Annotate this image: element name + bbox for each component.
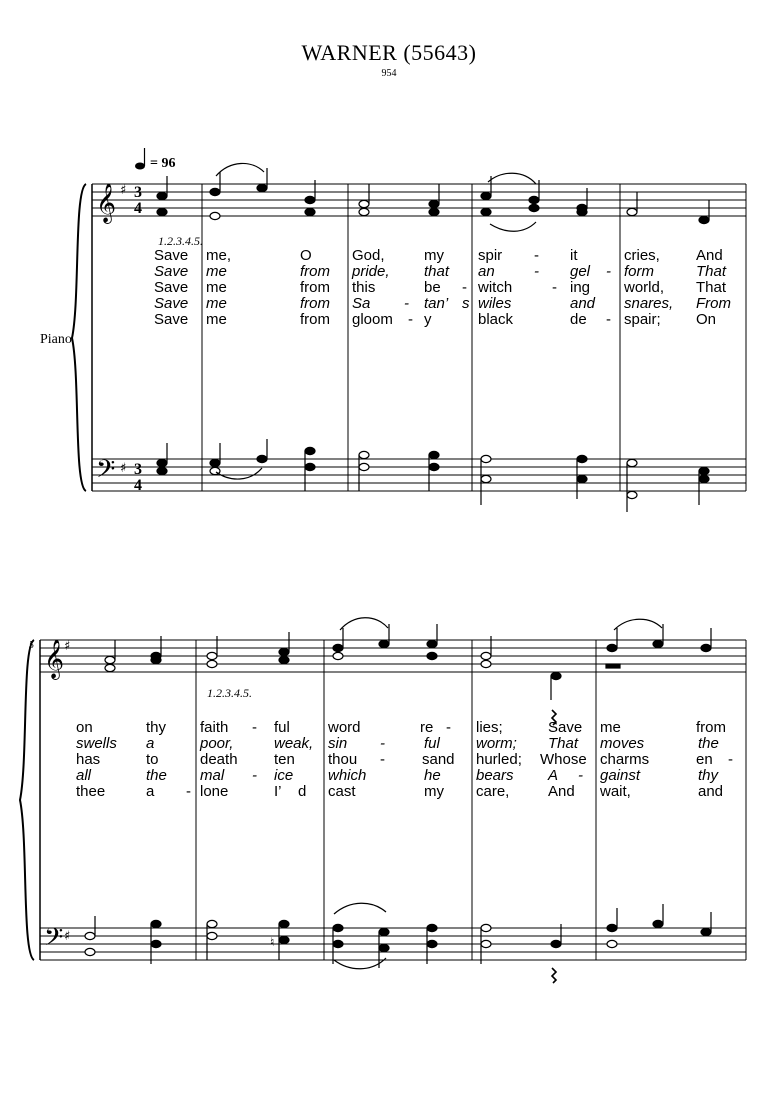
measure-number: 5 <box>29 640 34 651</box>
lyric-word: all <box>76 767 92 784</box>
svg-text:♮: ♮ <box>270 935 275 949</box>
lyric-word: care, <box>476 783 510 800</box>
time-top: 3 <box>134 184 142 201</box>
lyric-word: A <box>548 767 559 784</box>
lyric-word: on <box>76 719 93 736</box>
lyric-word: poor, <box>200 735 234 752</box>
svg-text:♯: ♯ <box>120 461 127 476</box>
lyric-word: snares, <box>624 295 674 312</box>
lyric-word: from <box>300 295 330 312</box>
lyric-word: faith <box>200 719 229 736</box>
staff-bass-1 <box>92 459 746 491</box>
lyric-word: - <box>606 263 611 280</box>
lyric-word: an <box>478 263 495 280</box>
lyric-word: charms <box>600 751 650 768</box>
lyric-word: lone <box>200 783 229 800</box>
lyric-word: death <box>200 751 238 768</box>
lyric-word: - <box>380 735 385 752</box>
lyric-word: - <box>408 311 413 328</box>
lyric-word: - <box>462 279 467 296</box>
lyric-word: thy <box>698 767 719 784</box>
lyric-word: That <box>548 735 579 752</box>
lyric-word: form <box>624 263 654 280</box>
lyric-word: has <box>76 751 101 768</box>
lyric-word: Save <box>154 311 189 328</box>
lyric-word: me <box>600 719 621 736</box>
lyric-word: s <box>462 295 470 312</box>
lyric-word: pride, <box>352 263 390 280</box>
lyric-word: worm; <box>476 735 517 752</box>
lyric-word: cast <box>328 783 356 800</box>
lyric-word: he <box>424 767 441 784</box>
lyric-word: black <box>478 311 514 328</box>
svg-text:♯: ♯ <box>64 929 71 944</box>
lyric-word: - <box>252 767 257 784</box>
lyric-word: from <box>300 263 330 280</box>
lyric-word: re <box>420 719 434 736</box>
lyric-word: ten <box>274 751 295 768</box>
lyric-word: That <box>696 263 727 280</box>
lyric-word: - <box>534 263 539 280</box>
lyric-word: it <box>570 247 578 264</box>
lyric-word: - <box>252 719 257 736</box>
lyric-word: the <box>698 735 719 752</box>
lyric-word: Save <box>154 295 189 312</box>
lyric-word: world, <box>624 279 665 296</box>
lyric-word: O <box>300 247 312 264</box>
lyric-word: - <box>728 751 733 768</box>
lyric-word: the <box>146 767 167 784</box>
lyric-word: me <box>206 295 227 312</box>
tempo-marking: = 96 <box>150 156 176 171</box>
time-bottom: 4 <box>134 200 142 217</box>
lyric-word: a <box>146 735 155 752</box>
lyric-word: de <box>570 311 587 328</box>
lyric-word: thy <box>146 719 167 736</box>
lyric-word: a <box>146 783 155 800</box>
staff-bass-2 <box>40 928 746 960</box>
lyric-word: which <box>328 767 367 784</box>
lyric-word: spair; <box>624 311 661 328</box>
lyric-word: bears <box>476 767 514 784</box>
lyric-word: thou <box>328 751 358 768</box>
lyric-word: Save <box>548 719 583 736</box>
lyric-word: d <box>298 783 307 800</box>
lyric-word: lies; <box>476 719 503 736</box>
staff-treble-1 <box>92 184 746 216</box>
volta-label-2: 1.2.3.4.5. <box>207 686 252 700</box>
lyric-word: wait, <box>600 783 631 800</box>
lyric-word: sand <box>422 751 455 768</box>
lyric-word: I’ <box>274 783 282 800</box>
lyric-word: Save <box>154 263 189 280</box>
lyric-word: That <box>696 279 727 296</box>
lyric-word: From <box>696 295 731 312</box>
lyric-word: this <box>352 279 376 296</box>
lyric-word: - <box>606 311 611 328</box>
lyric-word: - <box>380 751 385 768</box>
lyric-word: swells <box>76 735 117 752</box>
lyric-word: And <box>696 247 723 264</box>
lyric-word: that <box>424 263 450 280</box>
lyric-word: and <box>698 783 724 800</box>
lyric-word: ice <box>274 767 294 784</box>
lyric-word: thee <box>76 783 106 800</box>
lyric-word: hurled; <box>476 751 522 768</box>
lyric-word: On <box>696 311 717 328</box>
lyric-word: - <box>186 783 191 800</box>
lyric-word: weak, <box>274 735 314 752</box>
time-top-bass: 3 <box>134 461 142 478</box>
lyric-word: - <box>578 767 583 784</box>
lyric-word: from <box>300 279 330 296</box>
lyric-word: me <box>206 279 227 296</box>
lyric-word: spir <box>478 247 503 264</box>
lyric-word: And <box>548 783 575 800</box>
lyric-word: moves <box>600 735 645 752</box>
lyric-word: - <box>446 719 451 736</box>
lyric-word: God, <box>352 247 385 264</box>
lyric-word: Sa <box>352 295 371 312</box>
svg-text:𝄢: 𝄢 <box>44 923 64 958</box>
lyric-word: from <box>696 719 726 736</box>
lyric-word: - <box>552 279 557 296</box>
instrument-label: Piano <box>40 332 72 347</box>
lyric-word: cries, <box>624 247 660 264</box>
lyric-word: en <box>696 751 713 768</box>
lyric-word: me, <box>206 247 232 264</box>
svg-text:♯: ♯ <box>120 183 127 198</box>
volta-label: 1.2.3.4.5. <box>158 234 203 248</box>
lyric-word: from <box>300 311 330 328</box>
lyric-word: Save <box>154 279 189 296</box>
lyric-word: wiles <box>478 295 512 312</box>
time-bottom-bass: 4 <box>134 477 142 494</box>
lyric-word: gel <box>570 263 591 280</box>
lyric-word: y <box>424 311 432 328</box>
page-subtitle: 954 <box>381 68 397 79</box>
lyric-word: mal <box>200 767 225 784</box>
lyric-word: ful <box>424 735 440 752</box>
lyric-word: sin <box>328 735 348 752</box>
svg-text:𝄞: 𝄞 <box>44 639 65 679</box>
lyric-word: word <box>328 719 361 736</box>
staff-treble-2 <box>40 640 746 672</box>
lyric-word: Save <box>154 247 189 264</box>
lyric-word: gainst <box>600 767 641 784</box>
svg-text:♯: ♯ <box>64 639 71 654</box>
lyric-word: - <box>534 247 539 264</box>
lyric-word: witch <box>478 279 513 296</box>
lyric-word: ing <box>570 279 591 296</box>
lyric-word: to <box>146 751 159 768</box>
lyric-word: my <box>424 783 444 800</box>
lyric-word: and <box>570 295 596 312</box>
lyric-word: my <box>424 247 444 264</box>
lyric-word: me <box>206 263 227 280</box>
lyric-word: - <box>404 295 409 312</box>
page-title: WARNER (55643) <box>301 40 477 65</box>
lyric-word: gloom <box>352 311 393 328</box>
lyric-word: tan’ <box>424 295 449 312</box>
lyric-word: Whose <box>540 751 587 768</box>
svg-text:𝄞: 𝄞 <box>96 183 117 223</box>
lyric-word: be <box>424 279 441 296</box>
svg-text:𝄢: 𝄢 <box>96 455 116 490</box>
lyric-word: ful <box>274 719 290 736</box>
lyric-word: me <box>206 311 227 328</box>
